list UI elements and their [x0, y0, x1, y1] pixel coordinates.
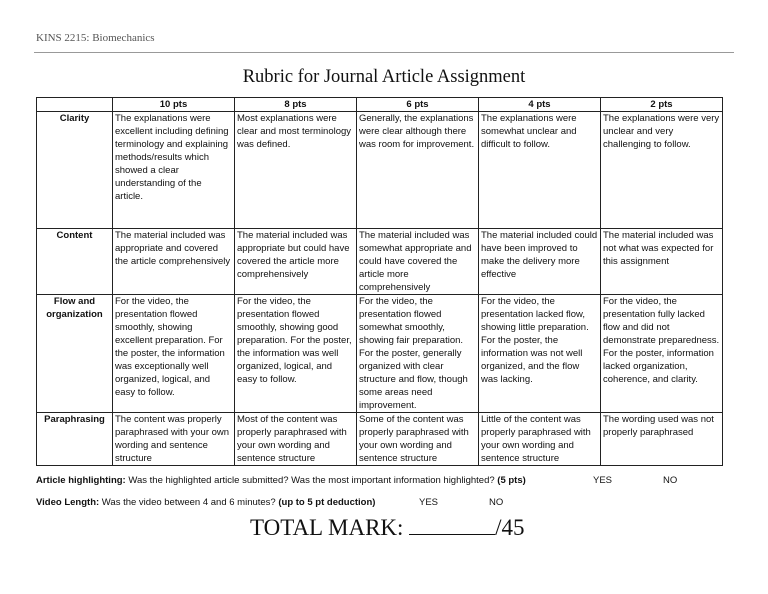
total-mark	[250, 515, 525, 541]
header-8-pts: 8 pts	[235, 98, 357, 112]
highlighting-no-option[interactable]: NO	[663, 475, 678, 486]
rubric-cell: The content was properly paraphrased with your own wording and sentence structure	[113, 413, 235, 466]
course-label: KINS 2215: Biomechanics	[36, 32, 155, 44]
rubric-cell: For the video, the presentation flowed smoothly, showing excellent preparation. For the poster, the information was exceptionally well organized, logical, and easy to follow.	[113, 295, 235, 413]
rubric-table	[36, 97, 723, 466]
header-divider	[34, 52, 734, 53]
rubric-row-content	[37, 229, 723, 295]
criterion-paraphrasing: Paraphrasing	[37, 413, 113, 466]
article-highlighting-text: Was the highlighted article submitted? Was the most important information highlighted?	[125, 475, 498, 486]
highlighting-yes-option[interactable]: YES	[593, 475, 613, 486]
total-mark-out-of: /45	[495, 515, 525, 540]
rubric-cell: Most explanations were clear and most terminology was defined.	[235, 112, 357, 229]
rubric-cell: Little of the content was properly paraphrased with your own wording and sentence structure	[479, 413, 601, 466]
rubric-cell: Most of the content was properly paraphrased with your own wording and sentence structure	[235, 413, 357, 466]
video-yes-option[interactable]: YES	[419, 497, 439, 508]
rubric-cell: The material included was appropriate and covered the article comprehensively	[113, 229, 235, 295]
rubric-row-flow	[37, 295, 723, 413]
video-length-label: Video Length:	[36, 497, 100, 508]
rubric-cell: The explanations were very unclear and very challenging to follow.	[601, 112, 723, 229]
rubric-cell: For the video, the presentation flowed somewhat smoothly, showing fair preparation. For the poster, generally organized with clear structure and flow, though some areas need improvement.	[357, 295, 479, 413]
header-10-pts: 10 pts	[113, 98, 235, 112]
article-highlighting-label: Article highlighting:	[36, 475, 126, 486]
rubric-cell: The material included was somewhat appropriate and could have covered the article more comprehensively	[357, 229, 479, 295]
rubric-cell: Generally, the explanations were clear although there was room for improvement.	[357, 112, 479, 229]
total-mark-blank[interactable]	[409, 516, 495, 535]
page-title: Rubric for Journal Article Assignment	[242, 67, 526, 87]
criterion-clarity: Clarity	[37, 112, 113, 229]
video-length-text: Was the video between 4 and 6 minutes?	[99, 497, 279, 508]
header-corner	[37, 98, 113, 112]
video-length-question	[36, 497, 375, 508]
rubric-row-clarity	[37, 112, 723, 229]
rubric-cell: The material included could have been improved to make the delivery more effective	[479, 229, 601, 295]
rubric-cell: The material included was appropriate but could have covered the article more comprehensively	[235, 229, 357, 295]
rubric-cell: For the video, the presentation fully lacked flow and did not demonstrate preparedness. For the poster, information lacked organization, coherence, and clarity.	[601, 295, 723, 413]
video-length-points: (up to 5 pt deduction)	[278, 497, 376, 508]
article-highlighting-question	[36, 475, 526, 486]
rubric-cell: The explanations were excellent including defining terminology and explaining methods/results which showed a clear understanding of the article.	[113, 112, 235, 229]
rubric-row-paraphrasing	[37, 413, 723, 466]
rubric-cell: The explanations were somewhat unclear and difficult to follow.	[479, 112, 601, 229]
rubric-cell: For the video, the presentation lacked flow, showing little preparation. For the poster, the information was not well organized, and the flow was lacking.	[479, 295, 601, 413]
rubric-cell: For the video, the presentation flowed smoothly, showing good preparation. For the poster, the information was well organized, logical, and easy to follow.	[235, 295, 357, 413]
rubric-cell: The wording used was not properly paraphrased	[601, 413, 723, 466]
rubric-header-row	[37, 98, 723, 112]
total-mark-label: TOTAL MARK:	[250, 515, 410, 540]
header-6-pts: 6 pts	[357, 98, 479, 112]
article-highlighting-points: (5 pts)	[497, 475, 526, 486]
rubric-cell: Some of the content was properly paraphrased with your own wording and sentence structure	[357, 413, 479, 466]
video-no-option[interactable]: NO	[489, 497, 504, 508]
header-2-pts: 2 pts	[601, 98, 723, 112]
criterion-content: Content	[37, 229, 113, 295]
header-4-pts: 4 pts	[479, 98, 601, 112]
rubric-cell: The material included was not what was expected for this assignment	[601, 229, 723, 295]
criterion-flow-and-organization: Flow and organization	[37, 295, 113, 413]
